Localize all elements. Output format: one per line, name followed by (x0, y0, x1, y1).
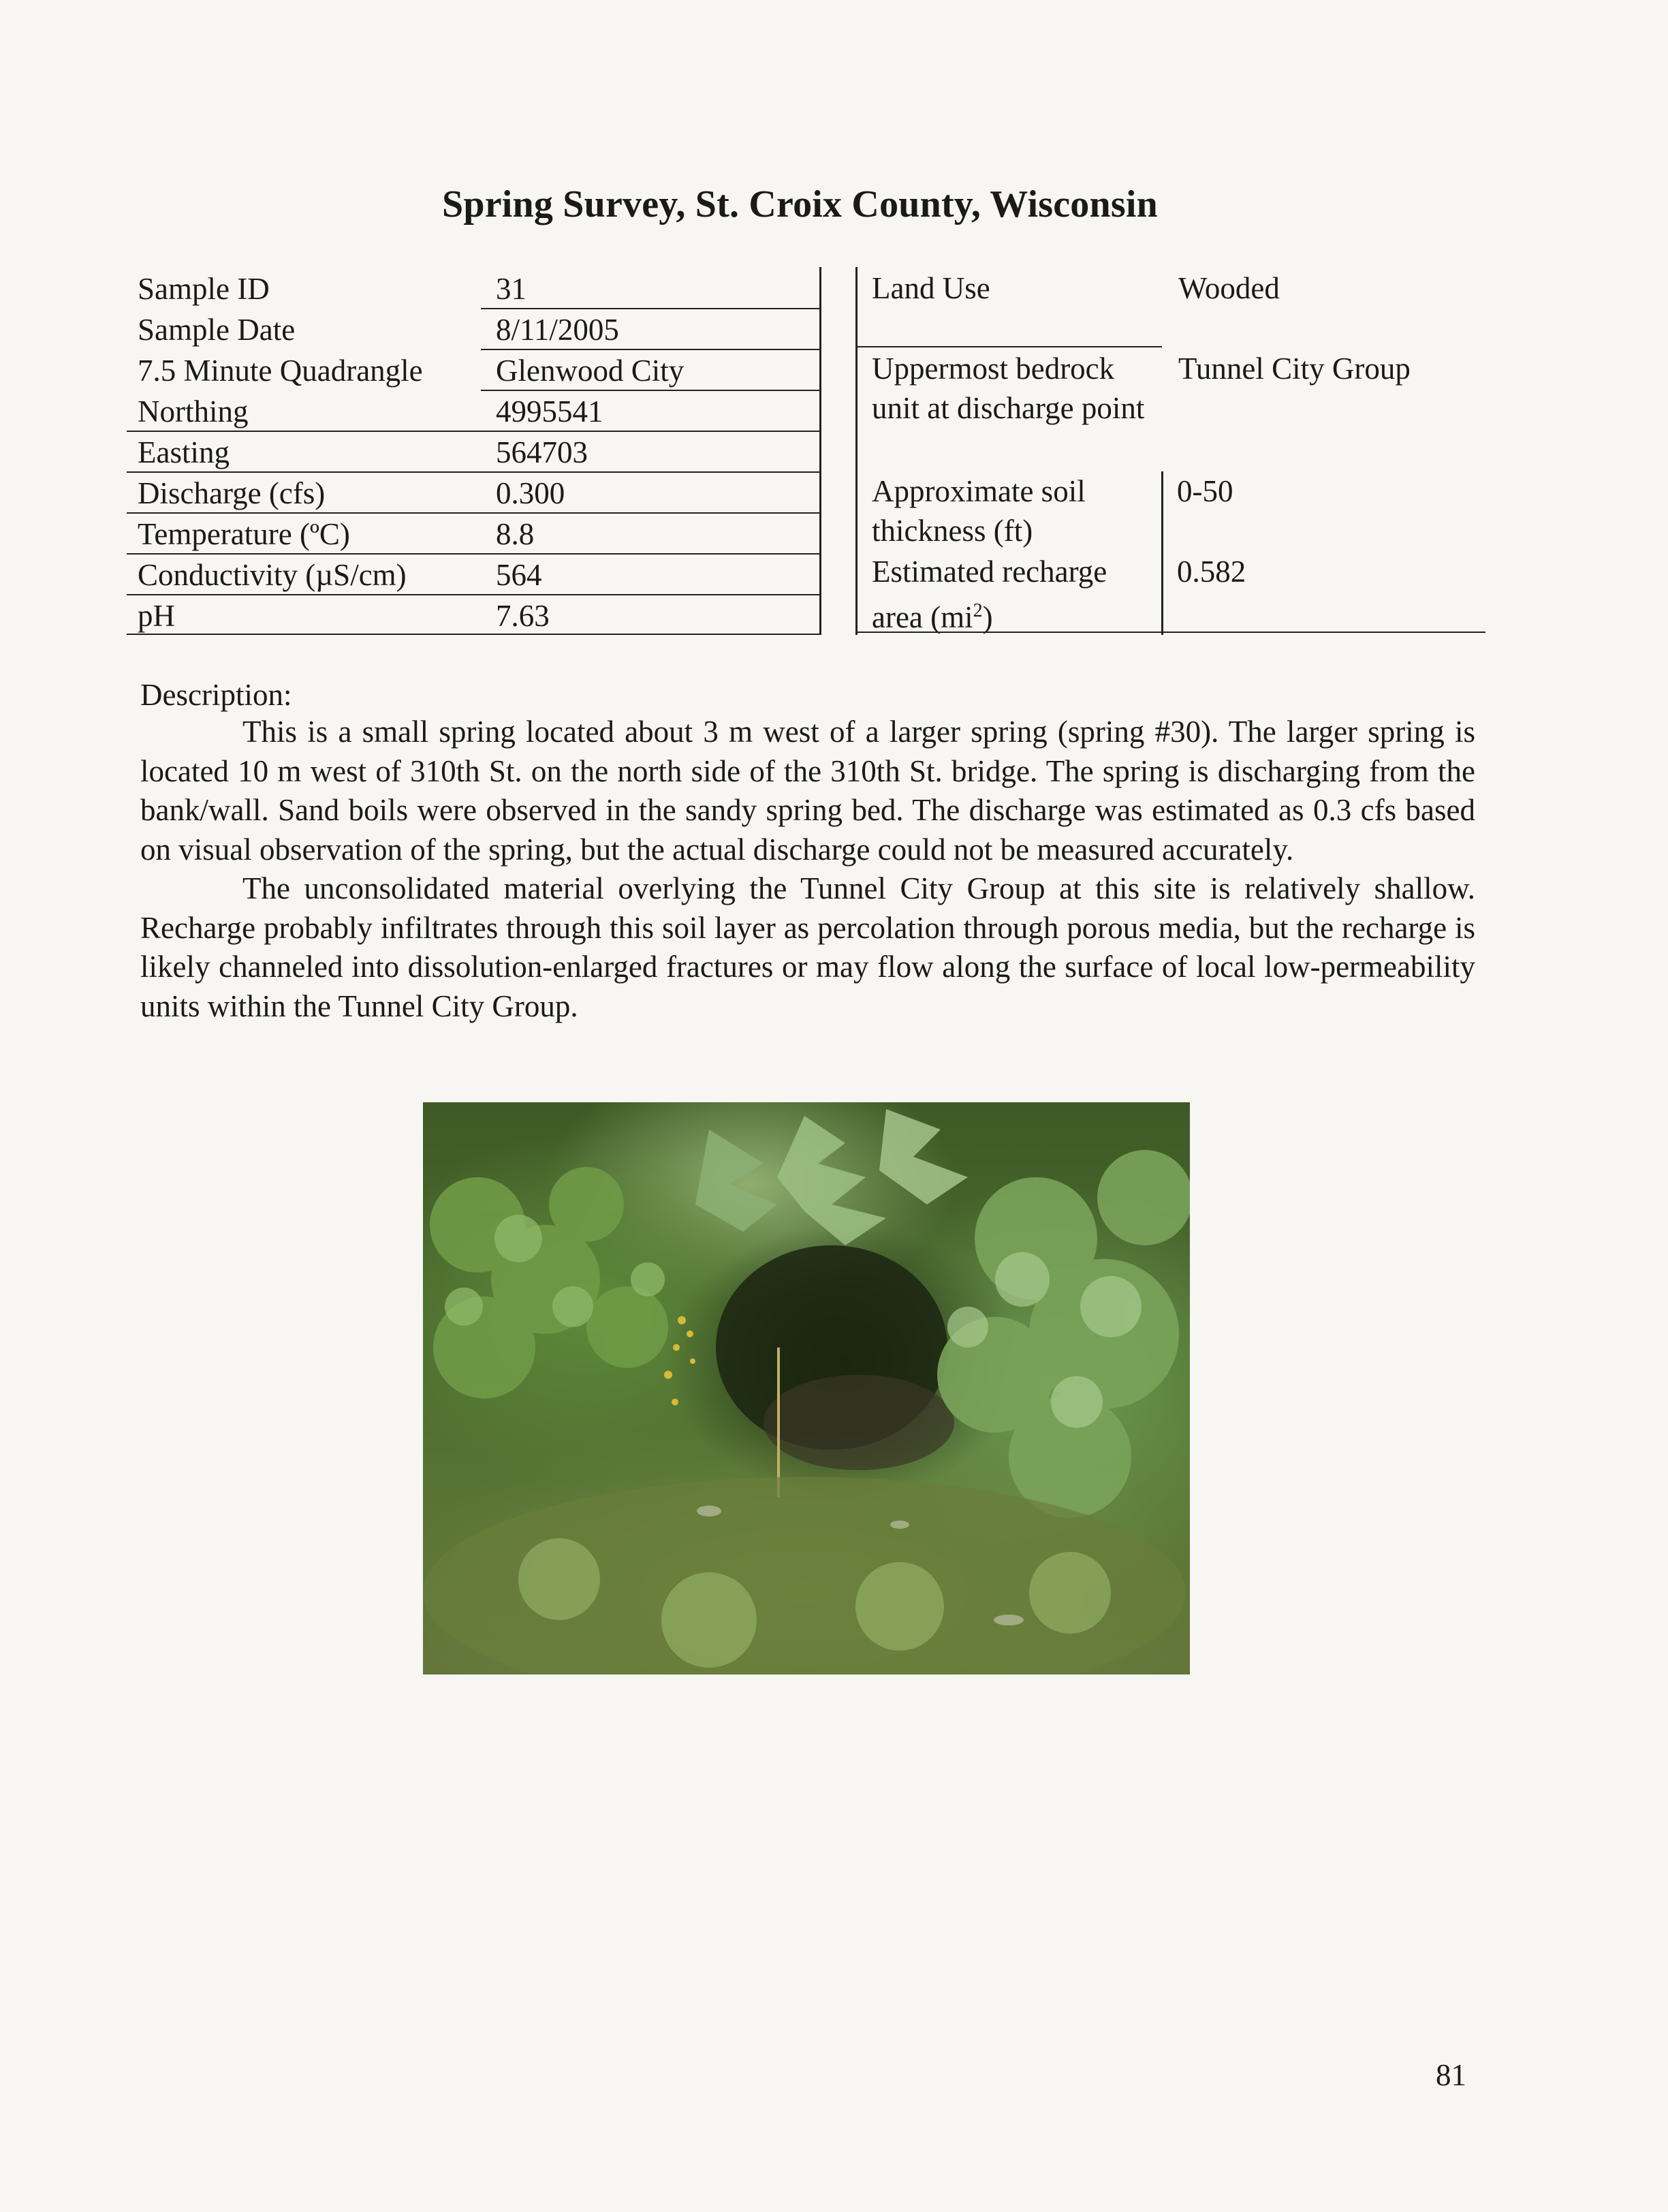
row-label: Sample ID (138, 272, 270, 306)
page-number: 81 (1436, 2058, 1466, 2092)
soil-thickness-label: Approximate soil thickness (ft) (872, 474, 1086, 548)
recharge-area-label-close: ) (982, 600, 993, 634)
row-label: 7.5 Minute Quadrangle (138, 354, 423, 388)
table-row (127, 349, 821, 390)
row-value: 8.8 (496, 517, 535, 551)
recharge-area-label-text: Estimated recharge area (mi (872, 555, 1107, 634)
row-value: 8/11/2005 (496, 313, 619, 347)
row-label: Discharge (cfs) (138, 476, 326, 510)
table-row (127, 308, 821, 349)
row-value: 7.63 (496, 599, 550, 633)
row-label: Temperature (ºC) (138, 517, 350, 551)
description-body (140, 713, 1475, 1026)
sample-data-table (127, 267, 821, 635)
table-row (127, 390, 821, 431)
table-rule (481, 308, 821, 309)
bedrock-value: Tunnel City Group (1178, 352, 1411, 386)
description-label: Description: (140, 678, 292, 712)
table-rule (481, 390, 821, 391)
table-row (127, 471, 821, 512)
table-divider (819, 267, 821, 635)
row-value: 4995541 (496, 394, 603, 429)
row-label: Easting (138, 435, 230, 469)
recharge-area-value: 0.582 (1177, 555, 1246, 589)
row-label: Conductivity (µS/cm) (138, 558, 407, 592)
row-value: Glenwood City (496, 354, 684, 388)
table-row (127, 267, 821, 308)
row-value: 31 (496, 272, 526, 306)
soil-thickness-value: 0-50 (1177, 474, 1233, 508)
row-value: 0.300 (496, 476, 565, 510)
row-label: Northing (138, 394, 249, 429)
row-label: pH (138, 599, 175, 633)
table-rule (127, 594, 821, 595)
row-label: Sample Date (138, 313, 296, 347)
table-rule (127, 553, 821, 555)
recharge-area-label (872, 552, 1158, 637)
vegetation-illustration (423, 1102, 1190, 1674)
table-row (127, 431, 821, 471)
description-paragraph: This is a small spring located about 3 m west of a larger spring (spring #30). The larger spring is located 10 m west of 310th St. on the north side of the 310th St. bridge. The spring is discharging from the bank/wall. Sand boils were observed in the sandy spring bed. The discharge was estimated as 0.3 cfs based on visual observation of the spring, but the actual discharge could not be measured accurately. (140, 715, 1475, 867)
table-rule (855, 346, 1162, 347)
page-title: Spring Survey, St. Croix County, Wisconsin (442, 183, 1158, 225)
land-use-value: Wooded (1178, 271, 1280, 305)
table-row (127, 512, 821, 553)
table-rule (127, 512, 821, 514)
table-rule (127, 634, 821, 635)
table-divider (855, 267, 857, 635)
table-divider (1161, 471, 1163, 635)
table-row (127, 594, 821, 635)
table-rule (127, 471, 821, 473)
land-use-label: Land Use (872, 271, 990, 305)
table-rule (481, 349, 821, 350)
superscript: 2 (973, 600, 983, 621)
bedrock-label: Uppermost bedrock unit at discharge point (872, 352, 1145, 425)
description-paragraph: The unconsolidated material overlying the Tunnel City Group at this site is relatively shallow. Recharge probably infiltrates through this soil layer as percolation through porous media, but the recharge is likely channeled into dissolution-enlarged fractures or may flow along the surface of local low-permeability units within the Tunnel City Group. (140, 871, 1475, 1023)
table-rule (127, 431, 821, 432)
row-value: 564703 (496, 435, 588, 469)
spring-site-photo (423, 1102, 1190, 1674)
table-row (127, 553, 821, 594)
row-value: 564 (496, 558, 542, 592)
